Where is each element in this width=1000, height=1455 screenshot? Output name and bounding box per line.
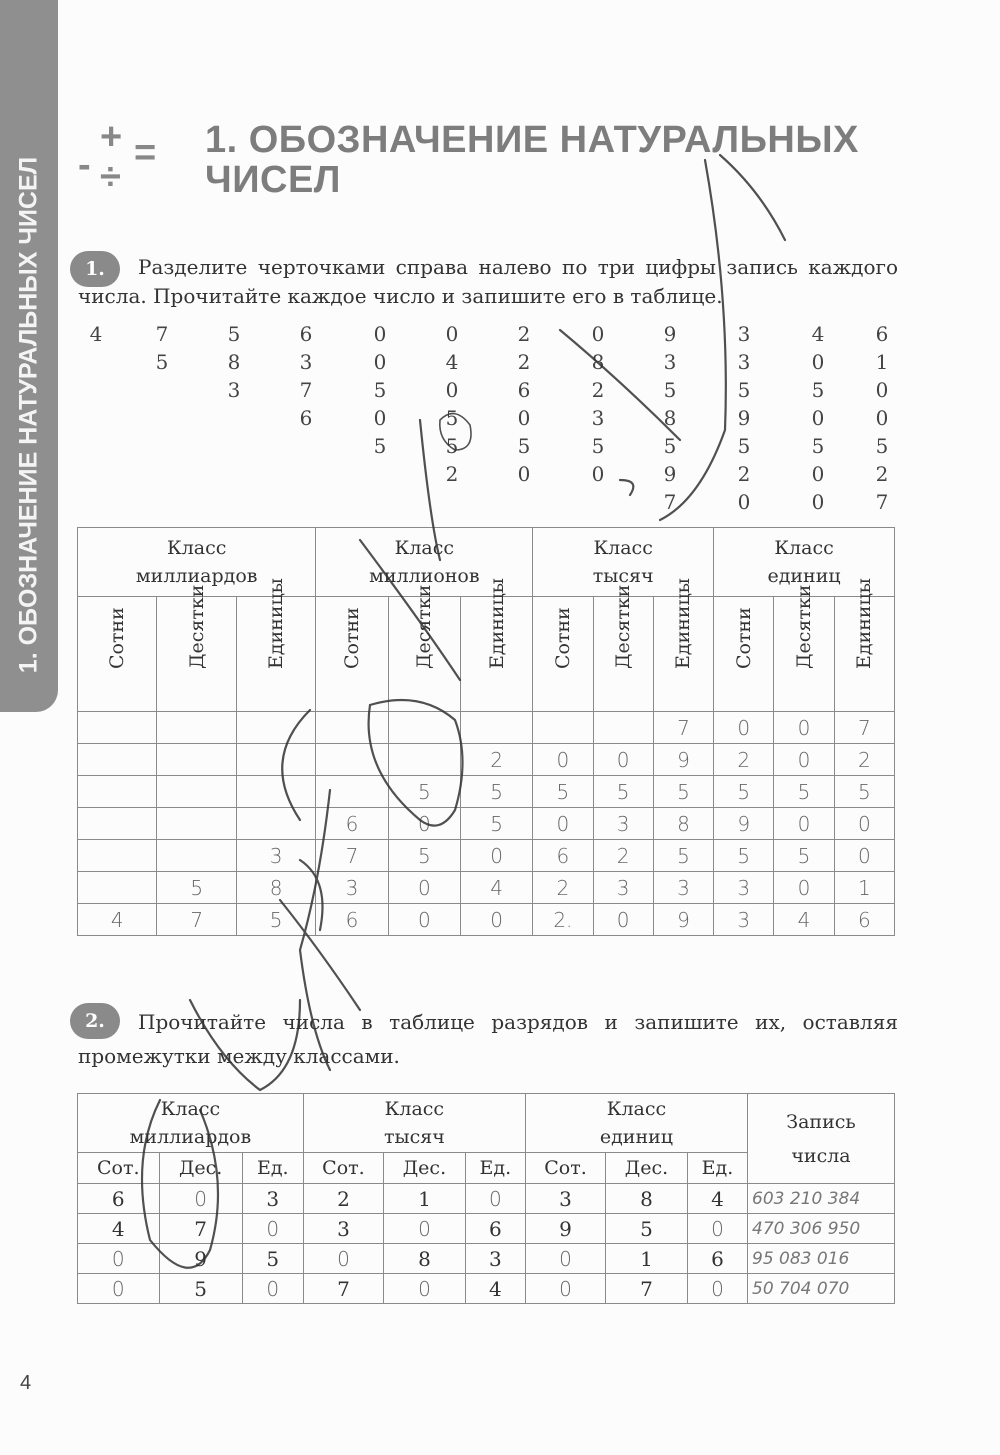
task-2-digits-table	[77, 1093, 895, 1304]
handwritten-digit-cell[interactable]: 0	[78, 1274, 160, 1304]
task-1-digits-table	[77, 527, 895, 936]
digit-cell[interactable]: 0	[388, 872, 460, 904]
rank-header: Дес.	[159, 1153, 242, 1184]
digit-cell: 3	[303, 1214, 383, 1244]
number-digit: 5	[155, 350, 169, 374]
rank-label: Единицы	[672, 578, 695, 669]
digit-cell: 6	[465, 1214, 525, 1244]
handwritten-digit-cell[interactable]: 0	[78, 1244, 160, 1274]
number-digit: 2	[737, 462, 751, 486]
digit-cell: 4	[687, 1184, 747, 1214]
number-digit: 2	[517, 322, 531, 346]
digit-cell[interactable]: 2	[460, 744, 532, 776]
digit-cell[interactable]: 0	[460, 840, 532, 872]
number-digit: 8	[591, 350, 605, 374]
digit-cell: 6	[687, 1244, 747, 1274]
chapter-title-line1: 1. ОБОЗНАЧЕНИЕ НАТУРАЛЬНЫХ	[205, 119, 859, 161]
rank-header	[593, 584, 653, 712]
digit-cell[interactable]: 5	[533, 776, 593, 808]
handwritten-digit-cell[interactable]: 0	[384, 1214, 466, 1244]
rank-header: Ед.	[242, 1153, 303, 1184]
digit-cell[interactable]: 3	[714, 904, 774, 936]
rank-header: Сот.	[303, 1153, 383, 1184]
number-digit: 5	[227, 322, 241, 346]
rank-label: Десятки	[612, 584, 635, 669]
digit-cell: 1	[606, 1244, 688, 1274]
digit-cell[interactable]: 5	[653, 840, 713, 872]
rank-header	[533, 597, 593, 712]
digit-cell[interactable]: 0	[714, 712, 774, 744]
number-digit: 3	[737, 322, 751, 346]
record-header	[748, 1094, 895, 1184]
digit-cell[interactable]: 5	[460, 808, 532, 840]
digit-cell[interactable]: 0	[593, 904, 653, 936]
number-digit: 0	[811, 490, 825, 514]
rank-label: Сотни	[341, 607, 364, 669]
rank-header	[834, 578, 894, 712]
rank-label: Единицы	[265, 578, 288, 669]
table-row	[78, 1244, 895, 1274]
digit-cell[interactable]: 7	[653, 712, 713, 744]
digit-cell[interactable]: 7	[157, 904, 236, 936]
digit-cell[interactable]: 5	[774, 776, 834, 808]
task-2-badge: 2.	[70, 1003, 120, 1039]
digit-cell: 7	[303, 1274, 383, 1304]
handwritten-digit-cell[interactable]: 0	[159, 1184, 242, 1214]
table-row	[78, 840, 895, 872]
rank-header: Дес.	[606, 1153, 688, 1184]
rank-header	[236, 578, 315, 712]
number-digit: 0	[373, 406, 387, 430]
number-digit: 0	[445, 322, 459, 346]
number-digit: 0	[445, 378, 459, 402]
class-header-line2: миллионов	[369, 565, 480, 587]
handwritten-digit-cell[interactable]: 0	[384, 1274, 466, 1304]
digit-cell[interactable]: 2.	[533, 904, 593, 936]
rank-label: Сотни	[106, 607, 129, 669]
side-chapter-tab	[0, 0, 58, 712]
digit-cell: 9	[525, 1214, 605, 1244]
number-digit: 0	[517, 406, 531, 430]
digit-cell[interactable]	[236, 808, 315, 840]
digit-cell[interactable]	[388, 744, 460, 776]
number-digit: 8	[663, 406, 677, 430]
digit-cell[interactable]: 6	[834, 904, 894, 936]
digit-cell: 5	[242, 1244, 303, 1274]
number-digit: 0	[811, 350, 825, 374]
digit-cell[interactable]: 5	[714, 840, 774, 872]
digit-cell: 8	[384, 1244, 466, 1274]
class-header-line2: единиц	[599, 1126, 674, 1148]
digit-cell[interactable]: 0	[834, 840, 894, 872]
digit-cell[interactable]: 8	[653, 808, 713, 840]
number-digit: 6	[875, 322, 889, 346]
digit-cell[interactable]: 2	[834, 744, 894, 776]
digit-cell: 3	[242, 1184, 303, 1214]
digit-cell[interactable]: 9	[653, 744, 713, 776]
rank-header: Ед.	[465, 1153, 525, 1184]
rank-header	[774, 584, 834, 712]
digit-cell[interactable]	[157, 840, 236, 872]
handwritten-digit-cell[interactable]: 0	[525, 1244, 605, 1274]
digit-cell[interactable]: 5	[834, 776, 894, 808]
rank-label: Десятки	[185, 584, 208, 669]
class-header-line2: тысяч	[592, 565, 654, 587]
number-digit: 9	[737, 406, 751, 430]
number-record-cell[interactable]: 470 306 950	[748, 1214, 895, 1244]
digit-cell[interactable]: 2	[593, 840, 653, 872]
number-digit: 0	[737, 490, 751, 514]
rank-header: Сот.	[78, 1153, 160, 1184]
digit-cell[interactable]: 0	[388, 808, 460, 840]
digit-cell[interactable]	[157, 744, 236, 776]
class-header-line1: Класс	[384, 1098, 445, 1120]
class-header	[525, 1094, 747, 1153]
number-digit: 5	[663, 434, 677, 458]
digit-cell[interactable]: 0	[533, 808, 593, 840]
number-digit: 5	[663, 378, 677, 402]
digit-cell[interactable]: 1	[834, 872, 894, 904]
number-digit: 5	[811, 434, 825, 458]
class-header-line2: миллиардов	[135, 565, 258, 587]
digit-cell[interactable]: 5	[157, 872, 236, 904]
side-tab-label: 1. ОБОЗНАЧЕНИЕ НАТУРАЛЬНЫХ ЧИСЕЛ	[14, 156, 43, 674]
number-digit: 2	[445, 462, 459, 486]
rank-header	[714, 597, 774, 712]
number-digit: 0	[373, 322, 387, 346]
digit-cell[interactable]: 6	[533, 840, 593, 872]
digit-cell[interactable]	[460, 712, 532, 744]
table-row	[78, 712, 895, 744]
class-header	[78, 1094, 304, 1153]
digit-cell[interactable]	[533, 712, 593, 744]
task-2-text: Прочитайте числа в таблице разрядов и запишите их, оставляя промежутки между классами.	[78, 1010, 898, 1068]
number-digit: 3	[227, 378, 241, 402]
rank-header: Дес.	[384, 1153, 466, 1184]
digit-cell[interactable]: 3	[653, 872, 713, 904]
handwritten-digit-cell[interactable]: 0	[242, 1214, 303, 1244]
digit-cell[interactable]: 0	[834, 808, 894, 840]
divide-icon: ÷	[100, 156, 121, 198]
digit-cell: 3	[465, 1244, 525, 1274]
digit-cell: 7	[159, 1214, 242, 1244]
rank-label: Сотни	[551, 607, 574, 669]
number-record-cell[interactable]: 95 083 016	[748, 1244, 895, 1274]
task-1-text: Разделите черточками справа налево по три цифры запись каждого числа. Прочитайте каждое число и запишите его в таблице.	[78, 255, 898, 308]
number-digit: 4	[89, 322, 103, 346]
table-row	[78, 776, 895, 808]
number-digit: 0	[591, 322, 605, 346]
number-digit: 3	[591, 406, 605, 430]
number-digit: 1	[875, 350, 889, 374]
digit-cell[interactable]: 3	[593, 808, 653, 840]
class-header-line2: миллиардов	[129, 1126, 252, 1148]
digit-cell[interactable]	[236, 744, 315, 776]
number-digit: 0	[875, 378, 889, 402]
number-digit: 0	[811, 462, 825, 486]
digit-cell[interactable]: 4	[460, 872, 532, 904]
minus-icon: -	[78, 144, 91, 186]
number-digit: 5	[517, 434, 531, 458]
digit-cell[interactable]	[388, 712, 460, 744]
digit-cell[interactable]: 9	[714, 808, 774, 840]
digit-cell: 3	[525, 1184, 605, 1214]
page-number: 4	[20, 1372, 32, 1394]
digit-cell[interactable]: 4	[78, 904, 157, 936]
digit-cell[interactable]	[157, 712, 236, 744]
handwritten-digit-cell[interactable]: 0	[303, 1244, 383, 1274]
digit-cell[interactable]: 9	[653, 904, 713, 936]
digit-cell[interactable]	[78, 808, 157, 840]
number-digit: 0	[517, 462, 531, 486]
digit-cell[interactable]: 0	[533, 744, 593, 776]
digit-cell[interactable]	[78, 776, 157, 808]
chapter-title	[205, 120, 859, 200]
digit-cell[interactable]: 0	[774, 712, 834, 744]
rank-label: Десятки	[413, 584, 436, 669]
table-row	[78, 904, 895, 936]
number-digit: 5	[373, 378, 387, 402]
class-header-line2: тысяч	[383, 1126, 445, 1148]
class-header-line1: Класс	[160, 1098, 221, 1120]
digit-cell[interactable]	[78, 712, 157, 744]
number-digit: 2	[875, 462, 889, 486]
number-digit: 2	[517, 350, 531, 374]
digit-cell[interactable]: 8	[236, 872, 315, 904]
digit-cell: 2	[303, 1184, 383, 1214]
number-digit: 4	[811, 322, 825, 346]
digit-cell[interactable]: 5	[460, 776, 532, 808]
number-digit: 5	[811, 378, 825, 402]
number-digit: 7	[663, 490, 677, 514]
digit-cell[interactable]: 0	[774, 808, 834, 840]
table-row	[78, 1184, 895, 1214]
digit-cell[interactable]	[157, 776, 236, 808]
digit-cell[interactable]	[78, 744, 157, 776]
class-header-line1: Класс	[774, 537, 834, 559]
digit-cell[interactable]: 0	[388, 904, 460, 936]
handwritten-digit-cell[interactable]: 0	[687, 1274, 747, 1304]
table-row	[78, 872, 895, 904]
table-row	[78, 1274, 895, 1304]
number-digit: 6	[299, 406, 313, 430]
digit-cell[interactable]: 0	[593, 744, 653, 776]
number-digit: 5	[737, 378, 751, 402]
digit-cell[interactable]: 3	[714, 872, 774, 904]
number-digit: 5	[875, 434, 889, 458]
number-digit: 3	[737, 350, 751, 374]
number-digit: 6	[299, 322, 313, 346]
chapter-title-line2: ЧИСЕЛ	[205, 159, 341, 201]
digit-cell[interactable]: 5	[236, 904, 315, 936]
digit-cell[interactable]	[236, 712, 315, 744]
digit-cell: 6	[78, 1184, 160, 1214]
digit-cell[interactable]: 5	[388, 840, 460, 872]
digit-cell[interactable]: 0	[774, 872, 834, 904]
class-header-line1: Класс	[394, 537, 455, 559]
class-header	[303, 1094, 525, 1153]
number-digit: 7	[299, 378, 313, 402]
task-1-number-columns	[72, 322, 912, 522]
number-digit: 3	[299, 350, 313, 374]
record-header-line2: числа	[791, 1144, 851, 1167]
rank-header	[388, 584, 460, 712]
digit-cell: 7	[606, 1274, 688, 1304]
rank-header	[316, 597, 388, 712]
table-row	[78, 744, 895, 776]
table-row	[78, 1214, 895, 1244]
digit-cell: 5	[159, 1274, 242, 1304]
handwritten-digit-cell[interactable]: 0	[525, 1274, 605, 1304]
digit-cell[interactable]: 3	[316, 872, 388, 904]
digit-cell: 1	[384, 1184, 466, 1214]
digit-cell[interactable]: 5	[388, 776, 460, 808]
digit-cell[interactable]: 3	[236, 840, 315, 872]
digit-cell[interactable]: 5	[593, 776, 653, 808]
number-digit: 5	[737, 434, 751, 458]
digit-cell[interactable]	[157, 808, 236, 840]
rank-header	[157, 584, 236, 712]
rank-header: Ед.	[687, 1153, 747, 1184]
handwritten-digit-cell[interactable]: 0	[465, 1184, 525, 1214]
class-header-line1: Класс	[606, 1098, 667, 1120]
digit-cell[interactable]	[593, 712, 653, 744]
digit-cell[interactable]	[316, 744, 388, 776]
number-digit: 3	[663, 350, 677, 374]
rank-label: Единицы	[485, 578, 508, 669]
digit-cell[interactable]: 2	[714, 744, 774, 776]
rank-header	[78, 597, 157, 712]
number-digit: 4	[445, 350, 459, 374]
task-1-badge: 1.	[70, 251, 120, 287]
digit-cell: 4	[78, 1214, 160, 1244]
rank-header	[653, 578, 713, 712]
number-digit: 5	[445, 434, 459, 458]
record-header-line1: Запись	[786, 1110, 856, 1133]
class-header-line2: единиц	[767, 565, 841, 587]
handwritten-digit-cell[interactable]: 0	[687, 1214, 747, 1244]
number-digit: 0	[591, 462, 605, 486]
number-digit: 0	[875, 406, 889, 430]
number-digit: 9	[663, 462, 677, 486]
equals-icon: =	[134, 132, 157, 174]
handwritten-digit-cell[interactable]: 0	[242, 1274, 303, 1304]
rank-header: Сот.	[525, 1153, 605, 1184]
digit-cell[interactable]	[316, 776, 388, 808]
number-digit: 8	[227, 350, 241, 374]
number-digit: 5	[445, 406, 459, 430]
digit-cell[interactable]: 6	[316, 808, 388, 840]
number-digit: 2	[591, 378, 605, 402]
rank-label: Десятки	[793, 584, 815, 669]
digit-cell[interactable]: 4	[774, 904, 834, 936]
digit-cell: 8	[606, 1184, 688, 1214]
digit-cell[interactable]	[316, 712, 388, 744]
plus-icon: +	[100, 116, 123, 158]
digit-cell[interactable]: 7	[834, 712, 894, 744]
number-digit: 7	[155, 322, 169, 346]
number-digit: 0	[373, 350, 387, 374]
digit-cell[interactable]: 5	[653, 776, 713, 808]
number-record-cell[interactable]: 50 704 070	[748, 1274, 895, 1304]
number-digit: 6	[517, 378, 531, 402]
digit-cell[interactable]	[236, 776, 315, 808]
digit-cell: 4	[465, 1274, 525, 1304]
number-digit: 7	[875, 490, 889, 514]
arithmetic-operations-icon	[78, 118, 168, 198]
table-row	[78, 808, 895, 840]
digit-cell[interactable]: 5	[714, 776, 774, 808]
digit-cell[interactable]: 7	[316, 840, 388, 872]
rank-label: Сотни	[732, 607, 755, 669]
number-digit: 9	[663, 322, 677, 346]
digit-cell[interactable]: 3	[593, 872, 653, 904]
digit-cell[interactable]: 2	[533, 872, 593, 904]
digit-cell[interactable]: 6	[316, 904, 388, 936]
rank-header	[460, 578, 532, 712]
rank-label: Единицы	[853, 578, 876, 669]
digit-cell[interactable]	[78, 872, 157, 904]
digit-cell[interactable]: 0	[460, 904, 532, 936]
digit-cell: 9	[159, 1244, 242, 1274]
digit-cell[interactable]	[78, 840, 157, 872]
digit-cell: 5	[606, 1214, 688, 1244]
digit-cell[interactable]: 5	[774, 840, 834, 872]
number-digit: 5	[373, 434, 387, 458]
class-header-line1: Класс	[593, 537, 653, 559]
class-header-line1: Класс	[167, 537, 227, 559]
number-digit: 5	[591, 434, 605, 458]
number-digit: 0	[811, 406, 825, 430]
number-record-cell[interactable]: 603 210 384	[748, 1184, 895, 1214]
digit-cell[interactable]: 0	[774, 744, 834, 776]
